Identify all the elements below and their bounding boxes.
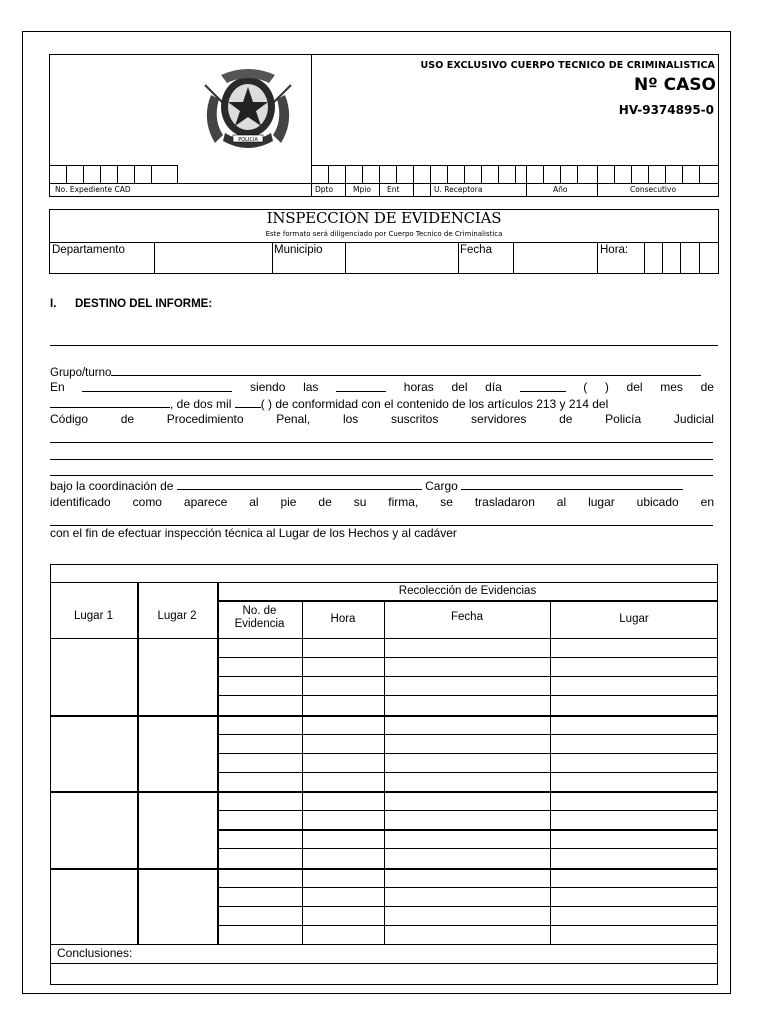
code-label-mpio: Mpio — [353, 185, 371, 194]
code-label-ano: Año — [553, 185, 568, 194]
code-label-consecutivo: Consecutivo — [630, 185, 677, 194]
form-page — [22, 31, 731, 994]
recoleccion-header: Recolección de Evidencias — [398, 585, 537, 597]
col-hora: Hora — [330, 613, 356, 625]
emblem-text: POLICIA — [238, 137, 258, 143]
fecha-label: Fecha — [460, 244, 492, 256]
code-label-receptora: U. Receptora — [434, 185, 483, 194]
body-line-6: con el fin de efectuar inspección técnica al Lugar de los Hechos y al cadáver — [50, 526, 457, 540]
code-label-dpto: Dpto — [315, 185, 334, 194]
body-line-3: Código de Procedimiento Penal, los suscritos servidores de Policía Judicial — [50, 412, 714, 426]
grupo-label: Grupo/turno — [50, 367, 112, 379]
conclusions-label: Conclusiones: — [57, 946, 133, 960]
case-label: Nº CASO — [633, 75, 716, 95]
case-number: HV-9374895-0 — [618, 103, 714, 117]
exclusive-use-text: USO EXCLUSIVO CUERPO TECNICO DE CRIMINALISTICA — [420, 60, 715, 71]
section-title: DESTINO DEL INFORME: — [75, 298, 213, 310]
col-no-evidencia: No. de Evidencia — [234, 605, 285, 630]
municipio-label: Municipio — [274, 244, 323, 256]
departamento-label: Departamento — [52, 244, 125, 256]
form-title: INSPECCIÓN DE EVIDENCIAS — [266, 209, 502, 227]
code-label-ent: Ent — [387, 185, 400, 194]
expediente-label: No. Expediente CAD — [55, 185, 131, 194]
section-number: I. — [50, 298, 57, 310]
col-lugar: Lugar — [619, 613, 649, 625]
police-emblem — [193, 65, 303, 155]
body-line-2: , de dos mil ( ) de conformidad con el contenido de los artículos 213 y 214 del — [50, 396, 608, 411]
form-subtitle: Este formato será diligenciado por Cuerpo Tecnico de Criminalistica — [265, 230, 503, 238]
hora-label: Hora: — [600, 244, 629, 256]
col-lugar2: Lugar 2 — [157, 610, 197, 622]
body-line-4: bajo la coordinación de Cargo — [50, 478, 683, 493]
col-lugar1: Lugar 1 — [73, 610, 113, 622]
body-line-1: En siendo las horas del día ( ) del mes de — [50, 380, 714, 394]
col-fecha: Fecha — [451, 611, 483, 623]
body-line-5: identificado como aparece al pie de su firma, se trasladaron al lugar ubicado en — [50, 495, 714, 509]
